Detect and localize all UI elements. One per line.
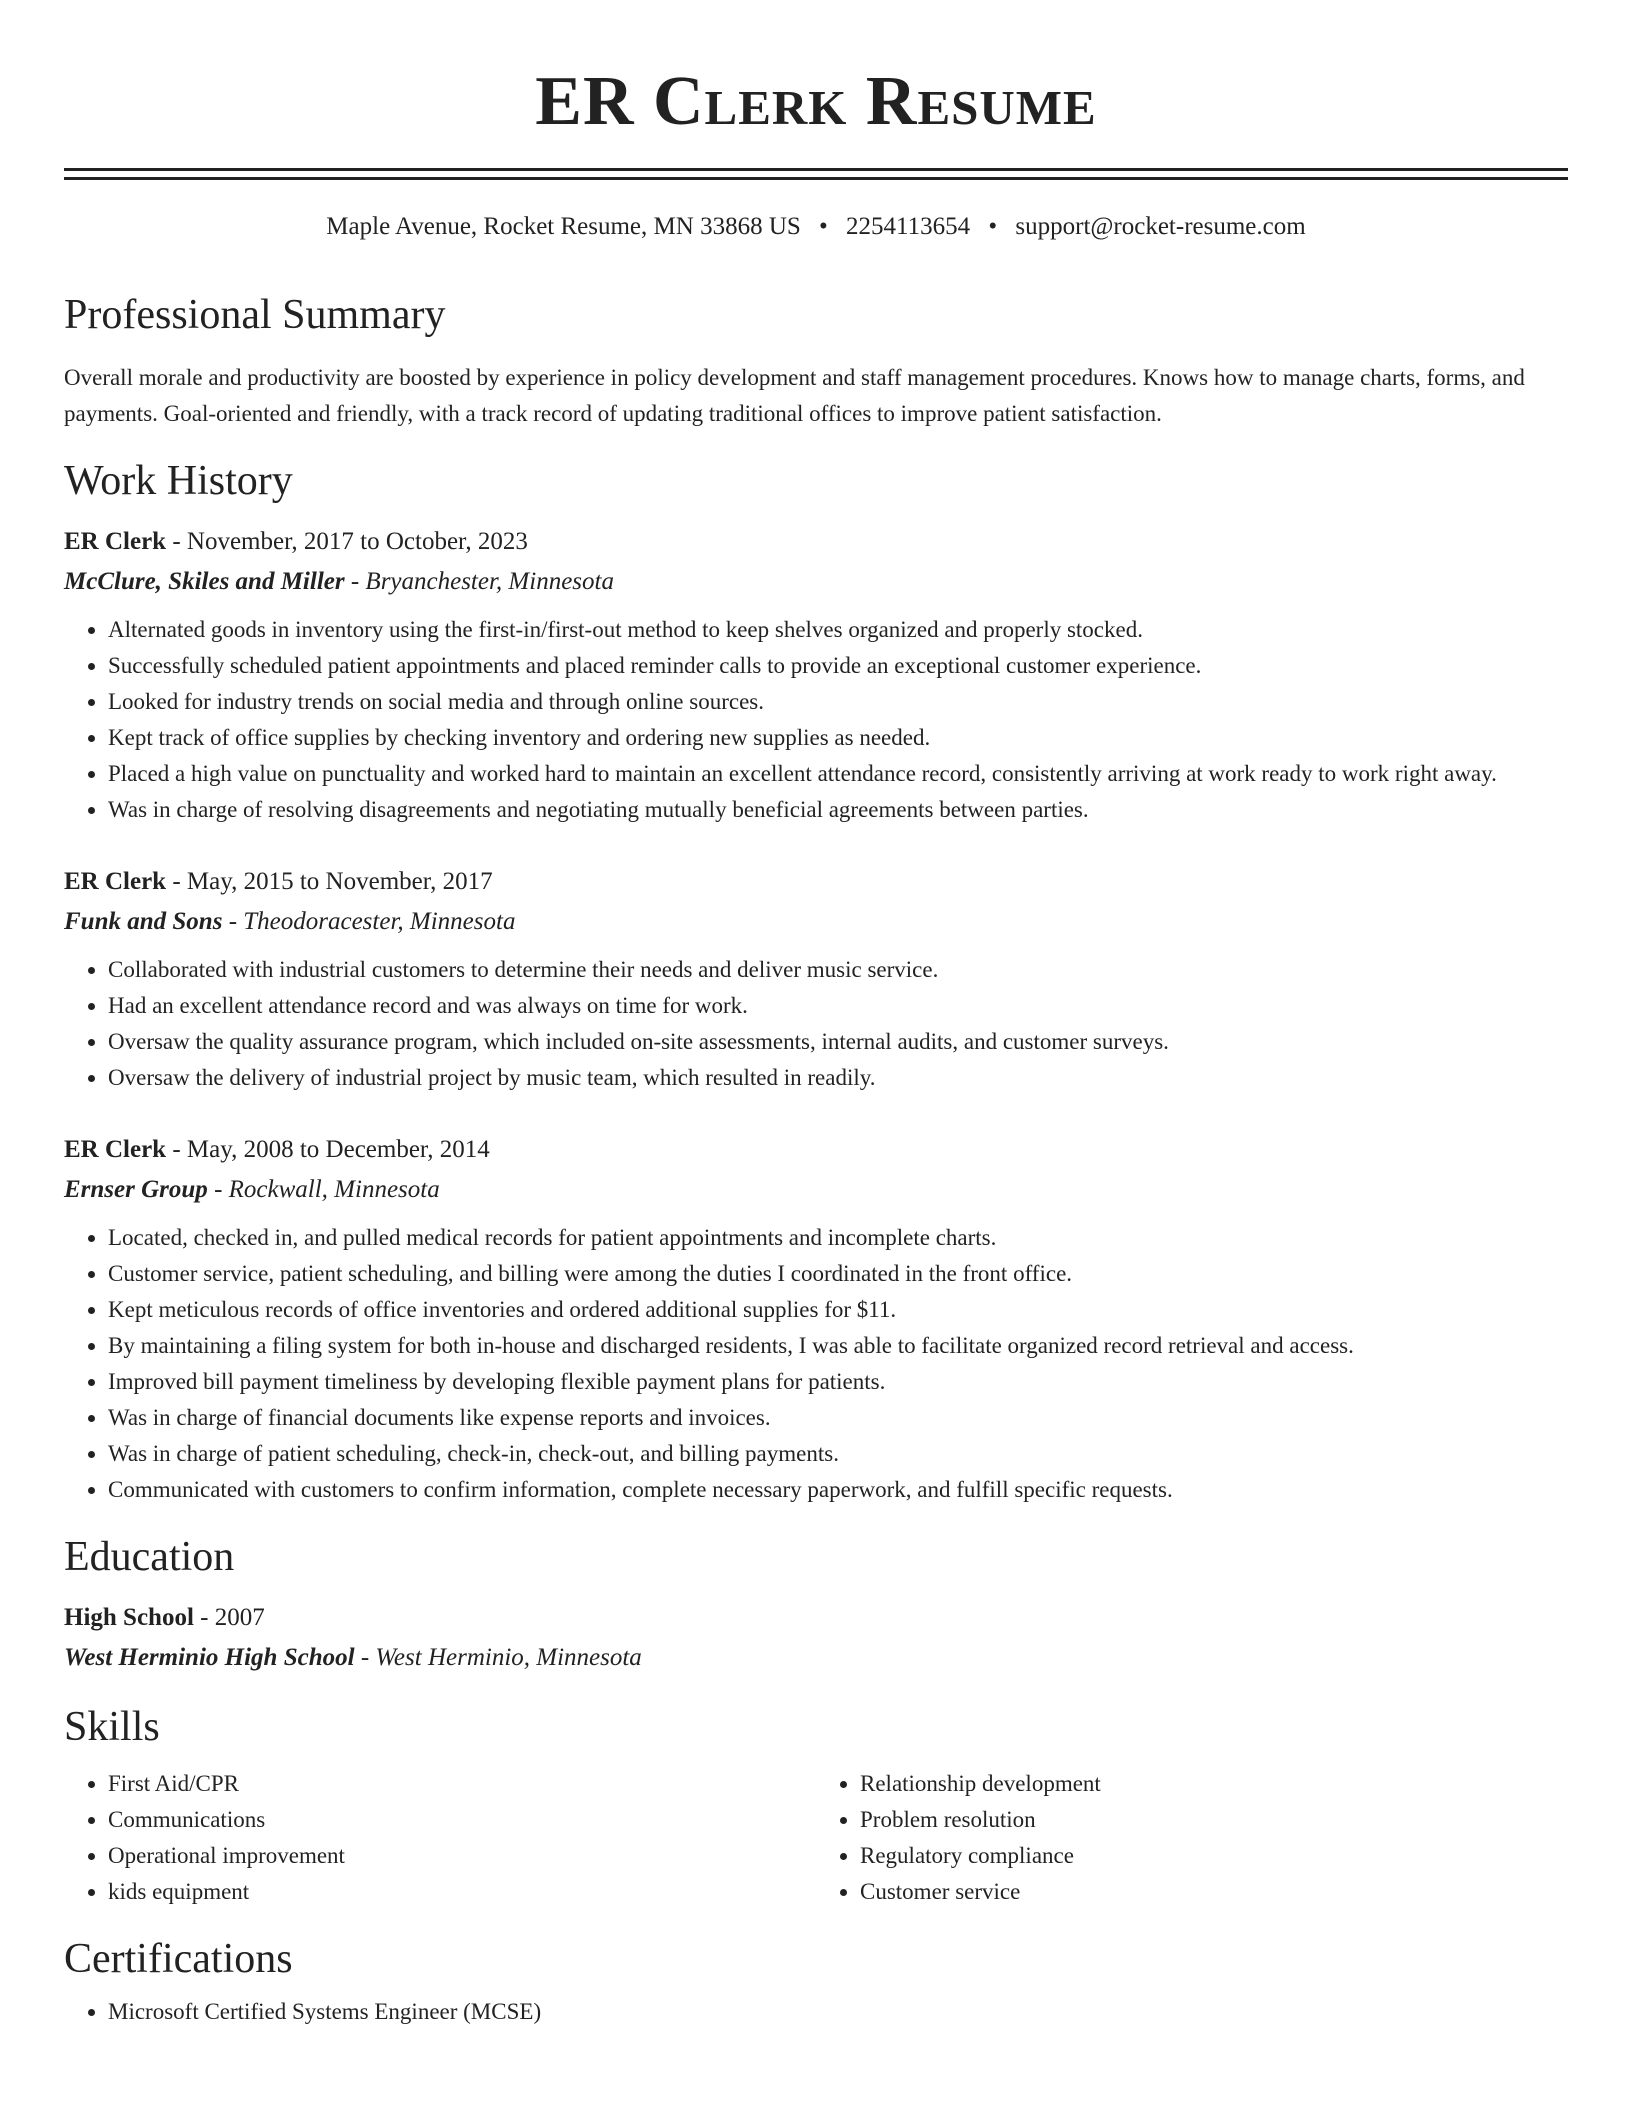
education-school-line bbox=[64, 1638, 1568, 1678]
skill-item: • First Aid/CPR bbox=[108, 1766, 816, 1802]
job-bullet: • Placed a high value on punctuality and worked hard to maintain an excellent attendance record, consistently arriving at work ready to work right away. bbox=[108, 756, 1568, 792]
job-company-line bbox=[64, 1170, 1568, 1210]
job-bullet: • By maintaining a filing system for both in-house and discharged residents, I was able to facilitate organized record retrieval and access. bbox=[108, 1328, 1568, 1364]
contact-separator: • bbox=[988, 213, 998, 240]
job-company-line bbox=[64, 562, 1568, 602]
job-bullet: • Improved bill payment timeliness by developing flexible payment plans for patients. bbox=[108, 1364, 1568, 1400]
job-role: ER Clerk bbox=[64, 1136, 167, 1163]
summary-heading: Professional Summary bbox=[64, 292, 446, 338]
job-bullet: • Was in charge of patient scheduling, check-in, check-out, and billing payments. bbox=[108, 1436, 1568, 1472]
certification-item: • Microsoft Certified Systems Engineer (MCSE) bbox=[108, 1994, 1568, 2030]
job-bullet: • Had an excellent attendance record and was always on time for work. bbox=[108, 988, 1568, 1024]
education-degree: High School bbox=[64, 1604, 194, 1631]
skills-list-right bbox=[816, 1766, 1568, 1910]
skill-item: • Relationship development bbox=[860, 1766, 1568, 1802]
job-bullet: • Was in charge of resolving disagreements and negotiating mutually beneficial agreements between parties. bbox=[108, 792, 1568, 828]
job-bullet: • Communicated with customers to confirm information, complete necessary paperwork, and fulfill specific requests. bbox=[108, 1472, 1568, 1508]
job-location: - Bryanchester, Minnesota bbox=[344, 568, 614, 595]
skill-item: • Customer service bbox=[860, 1874, 1568, 1910]
job-dates: - November, 2017 to October, 2023 bbox=[166, 528, 528, 555]
job-title-line bbox=[64, 522, 1568, 562]
job-bullet: • Kept track of office supplies by checking inventory and ordering new supplies as needed. bbox=[108, 720, 1568, 756]
job-dates: - May, 2008 to December, 2014 bbox=[166, 1136, 490, 1163]
education-degree-line bbox=[64, 1598, 1568, 1638]
contact-email: support@rocket-resume.com bbox=[1015, 213, 1306, 240]
job-company: McClure, Skiles and Miller bbox=[64, 568, 345, 595]
certifications-heading: Certifications bbox=[64, 1936, 293, 1982]
job-company: Ernser Group bbox=[64, 1176, 208, 1203]
job-bullet: • Looked for industry trends on social media and through online sources. bbox=[108, 684, 1568, 720]
skill-item: • Operational improvement bbox=[108, 1838, 816, 1874]
education-heading: Education bbox=[64, 1534, 235, 1580]
contact-phone: 2254113654 bbox=[846, 213, 971, 240]
job-role: ER Clerk bbox=[64, 868, 167, 895]
skills-columns bbox=[64, 1766, 1568, 1910]
job-role: ER Clerk bbox=[64, 528, 167, 555]
job-bullet: • Was in charge of financial documents like expense reports and invoices. bbox=[108, 1400, 1568, 1436]
skills-list-left bbox=[64, 1766, 816, 1910]
job-company-line bbox=[64, 902, 1568, 942]
job-bullet: • Kept meticulous records of office inventories and ordered additional supplies for $11. bbox=[108, 1292, 1568, 1328]
summary-text: Overall morale and productivity are boosted by experience in policy development and staff management procedures. Knows how to manage charts, forms, and payments. Goal-oriented and friendly, with a track record of updating traditional offices to improve patient satisfaction. bbox=[64, 365, 1525, 426]
certifications-list bbox=[64, 1994, 1568, 2030]
job-entry bbox=[64, 862, 1568, 1096]
job-bullet: • Successfully scheduled patient appointments and placed reminder calls to provide an exceptional customer experience. bbox=[108, 648, 1568, 684]
job-bullets bbox=[64, 612, 1568, 828]
job-dates: - May, 2015 to November, 2017 bbox=[166, 868, 493, 895]
job-location: - Rockwall, Minnesota bbox=[207, 1176, 440, 1203]
skills-heading: Skills bbox=[64, 1704, 160, 1750]
skill-item: • Problem resolution bbox=[860, 1802, 1568, 1838]
job-bullet: • Alternated goods in inventory using the first-in/first-out method to keep shelves organized and properly stocked. bbox=[108, 612, 1568, 648]
skill-item: • kids equipment bbox=[108, 1874, 816, 1910]
skill-item: • Communications bbox=[108, 1802, 816, 1838]
work-history-heading: Work History bbox=[64, 458, 293, 504]
job-bullet: • Oversaw the delivery of industrial project by music team, which resulted in readily. bbox=[108, 1060, 1568, 1096]
job-bullet: • Collaborated with industrial customers to determine their needs and deliver music service. bbox=[108, 952, 1568, 988]
job-title-line bbox=[64, 1130, 1568, 1170]
contact-line bbox=[64, 212, 1568, 242]
resume-title: ER Clerk Resume bbox=[535, 63, 1097, 140]
contact-address: Maple Avenue, Rocket Resume, MN 33868 US bbox=[326, 213, 801, 240]
job-bullets bbox=[64, 952, 1568, 1096]
title-rule-bottom bbox=[64, 177, 1568, 180]
education-year: - 2007 bbox=[193, 1604, 265, 1631]
job-entry bbox=[64, 522, 1568, 828]
education-school: West Herminio High School bbox=[64, 1644, 355, 1671]
contact-separator: • bbox=[819, 213, 828, 240]
job-bullet: • Located, checked in, and pulled medical records for patient appointments and incomplete charts. bbox=[108, 1220, 1568, 1256]
skill-item: • Regulatory compliance bbox=[860, 1838, 1568, 1874]
job-bullet: • Oversaw the quality assurance program, which included on-site assessments, internal audits, and customer surveys. bbox=[108, 1024, 1568, 1060]
title-rule-top bbox=[64, 168, 1568, 171]
education-location: - West Herminio, Minnesota bbox=[354, 1644, 642, 1671]
job-location: - Theodoracester, Minnesota bbox=[222, 908, 516, 935]
job-entry bbox=[64, 1130, 1568, 1508]
job-bullets bbox=[64, 1220, 1568, 1508]
education-entry bbox=[64, 1598, 1568, 1678]
job-company: Funk and Sons bbox=[64, 908, 223, 935]
job-bullet: • Customer service, patient scheduling, and billing were among the duties I coordinated in the front office. bbox=[108, 1256, 1568, 1292]
job-title-line bbox=[64, 862, 1568, 902]
